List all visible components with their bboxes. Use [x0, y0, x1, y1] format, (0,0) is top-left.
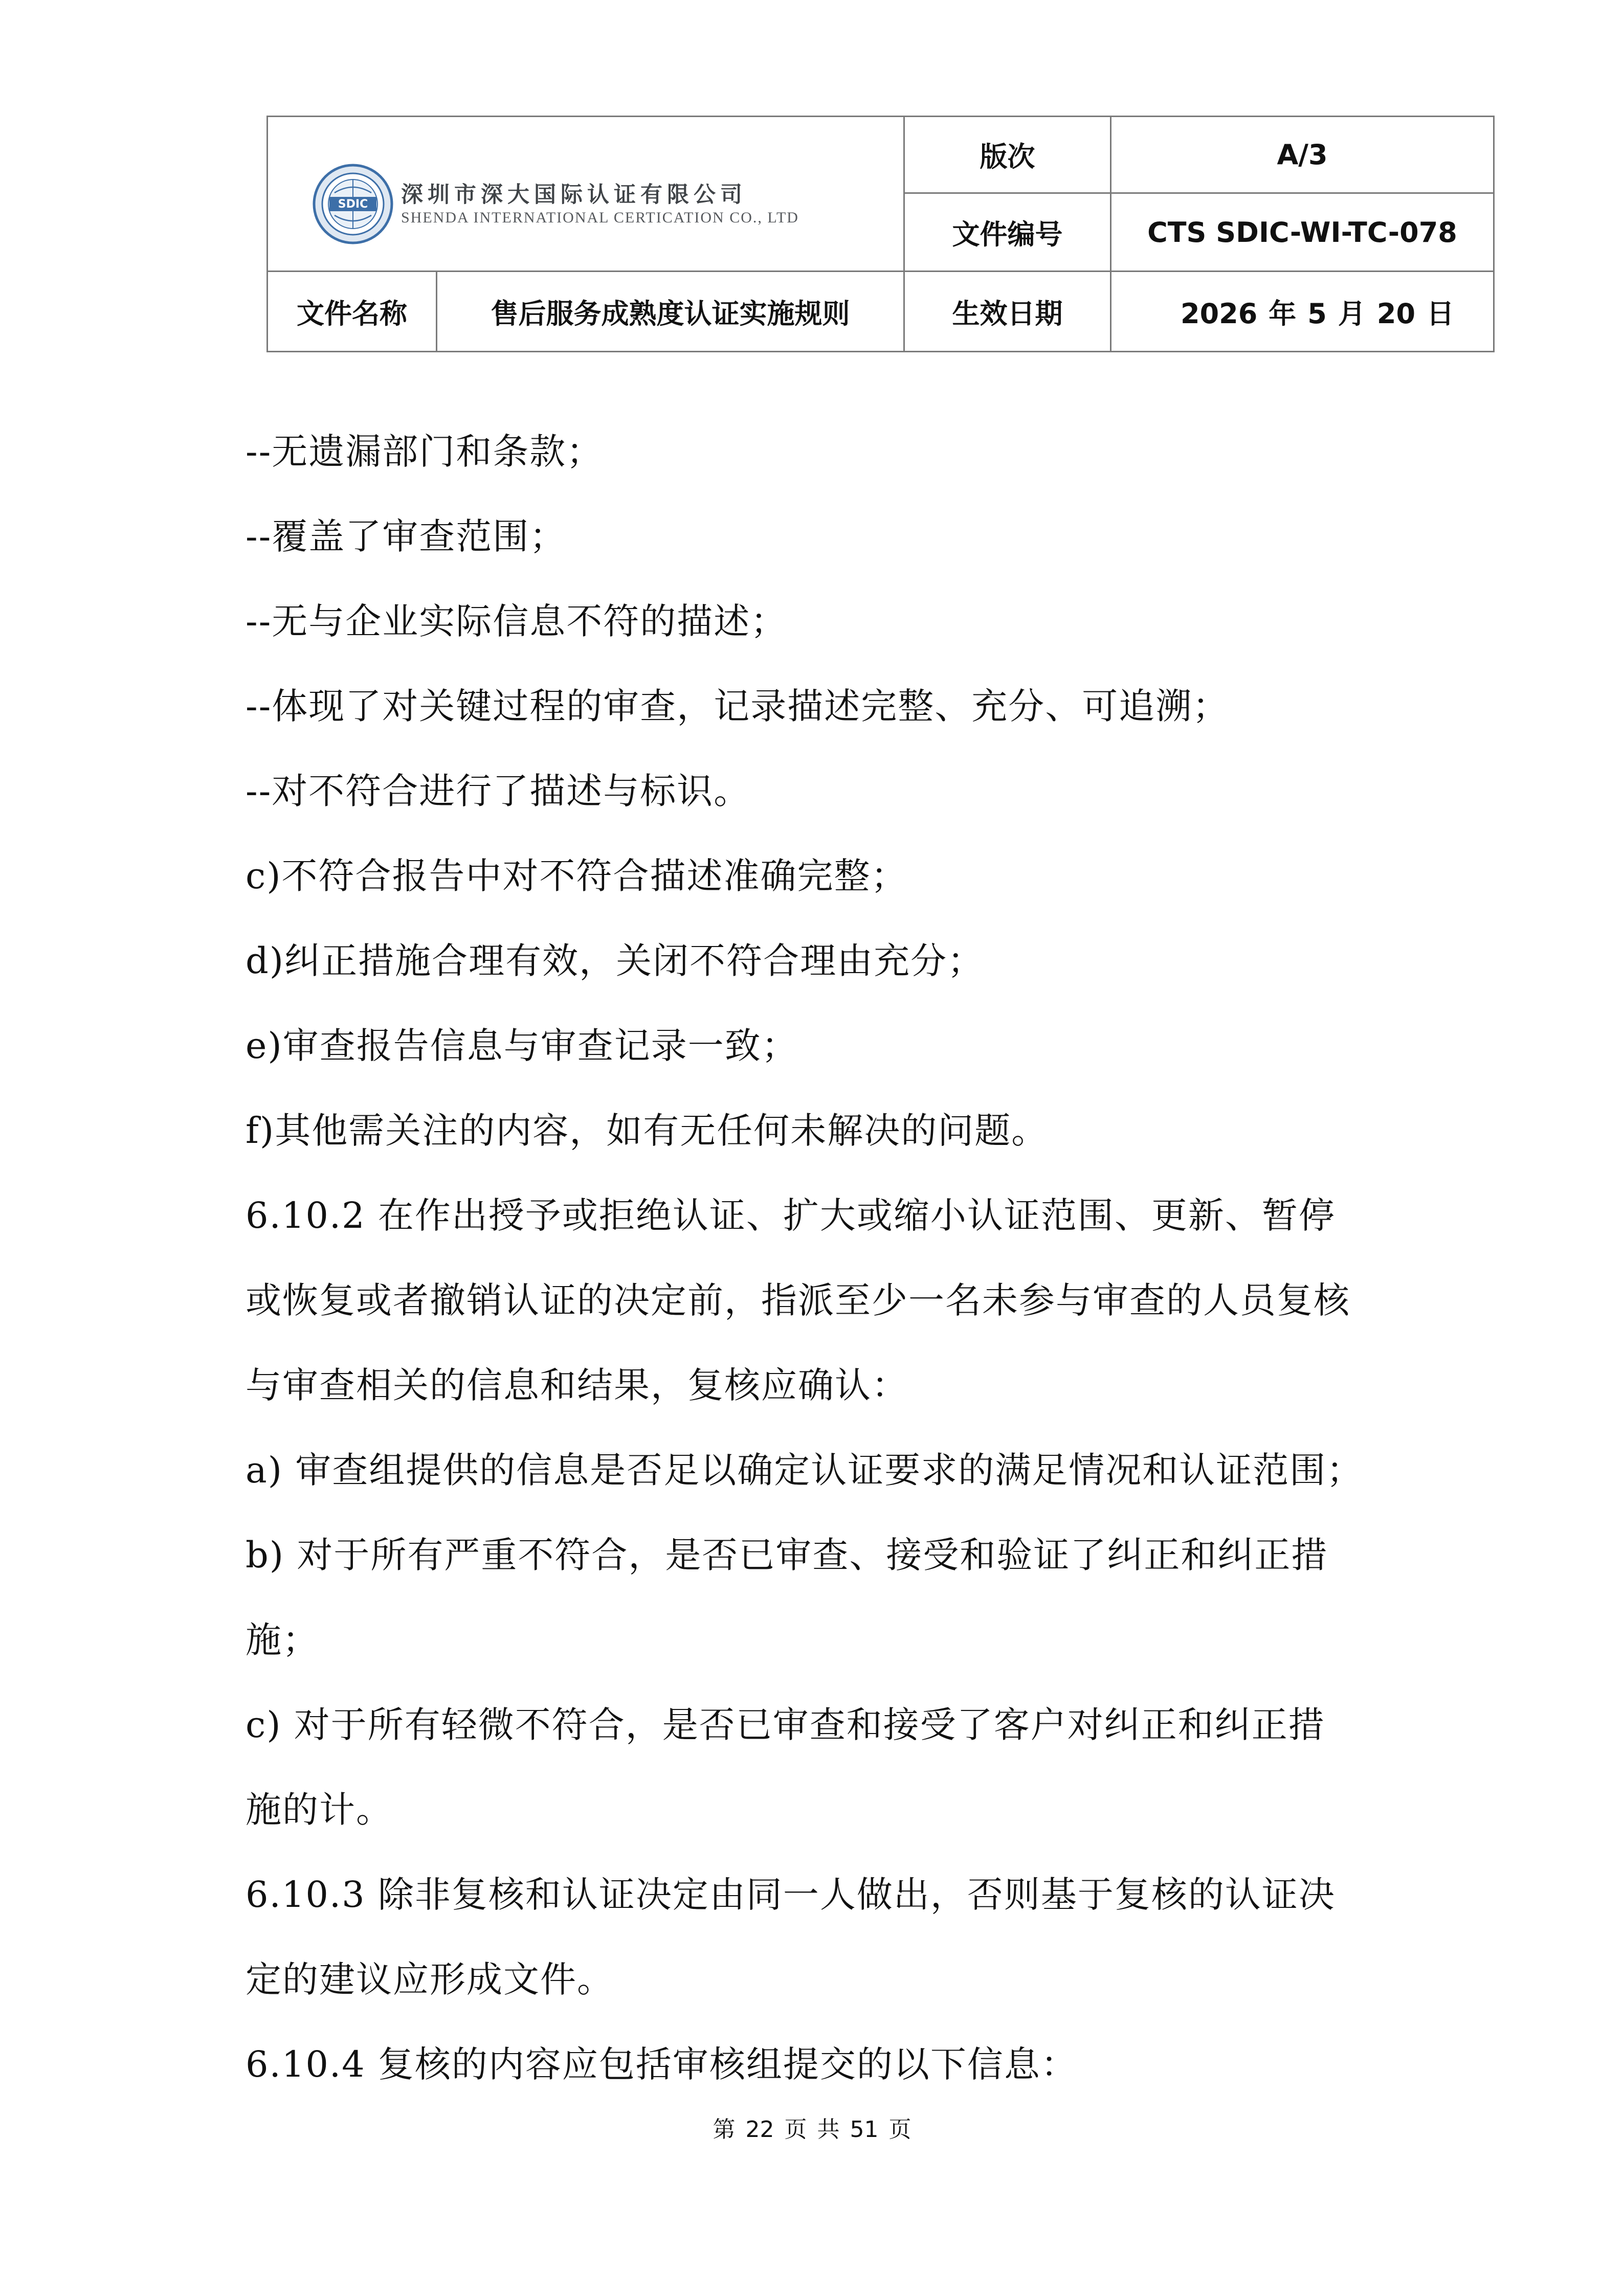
footer-total-unit: 页	[888, 2117, 911, 2143]
footer-total-prefix: 共	[817, 2117, 840, 2143]
body-line: b) 对于所有严重不符合，是否已审查、接受和验证了纠正和纠正措	[246, 1534, 1328, 1576]
body-line: e)审查报告信息与审查记录一致；	[246, 1025, 798, 1067]
body-line: --覆盖了审查范围；	[246, 515, 567, 557]
body-line: 施的计。	[246, 1789, 393, 1831]
body-line: 施；	[246, 1619, 319, 1661]
current-page-number: 22	[745, 2117, 774, 2143]
effective-month: 5	[1307, 297, 1327, 330]
body-line: d)纠正措施合理有效，关闭不符合理由充分；	[246, 940, 985, 982]
company-logo-cell	[268, 117, 904, 272]
effective-day-unit: 日	[1427, 297, 1455, 330]
body-line: --无遗漏部门和条款；	[246, 431, 604, 472]
version-value: A/3	[1111, 117, 1494, 193]
doc-number-label: 文件编号	[904, 193, 1111, 272]
body-line: 定的建议应形成文件。	[246, 1959, 614, 2000]
body-line: f)其他需关注的内容，如有无任何未解决的问题。	[246, 1110, 1049, 1152]
body-line: --体现了对关键过程的审查，记录描述完整、充分、可追溯；	[246, 685, 1230, 727]
footer-prefix: 第	[713, 2117, 736, 2143]
body-line: a) 审查组提供的信息是否足以确定认证要求的满足情况和认证范围；	[246, 1449, 1364, 1491]
company-logo	[312, 163, 824, 245]
effective-year-unit: 年	[1269, 297, 1297, 330]
section-6-10-4-line: 6.10.4 复核的内容应包括审核组提交的以下信息：	[246, 2043, 1078, 2085]
company-seal-icon	[312, 163, 394, 245]
document-body	[246, 409, 1401, 2107]
effective-day: 20	[1376, 297, 1416, 330]
document-header-table	[266, 116, 1495, 352]
body-line: 或恢复或者撤销认证的决定前，指派至少一名未参与审查的人员复核	[246, 1279, 1350, 1321]
total-page-count: 51	[850, 2117, 879, 2143]
doc-name-value: 售后服务成熟度认证实施规则	[437, 272, 904, 352]
section-6-10-3-line: 6.10.3 除非复核和认证决定由同一人做出，否则基于复核的认证决	[246, 1874, 1336, 1916]
body-line: --无与企业实际信息不符的描述；	[246, 600, 788, 642]
page-footer	[0, 2111, 1624, 2144]
body-line: c) 对于所有轻微不符合，是否已审查和接受了客户对纠正和纠正措	[246, 1704, 1325, 1746]
body-line: c)不符合报告中对不符合描述准确完整；	[246, 855, 908, 897]
section-6-10-2-line: 6.10.2 在作出授予或拒绝认证、扩大或缩小认证范围、更新、暂停	[246, 1195, 1336, 1236]
version-label: 版次	[904, 117, 1111, 193]
effective-year: 2026	[1181, 297, 1258, 330]
effective-date-value	[1111, 272, 1494, 352]
doc-number-value: CTS SDIC-WI-TC-078	[1111, 193, 1494, 272]
footer-page-unit: 页	[784, 2117, 807, 2143]
effective-date-label: 生效日期	[904, 272, 1111, 352]
body-line: --对不符合进行了描述与标识。	[246, 770, 751, 812]
logo-text: SDIC	[338, 198, 368, 211]
company-name-cn: 深圳市深大国际认证有限公司	[401, 182, 747, 208]
doc-name-label: 文件名称	[268, 272, 437, 352]
body-line: 与审查相关的信息和结果，复核应确认：	[246, 1364, 908, 1406]
effective-month-unit: 月	[1338, 297, 1366, 330]
company-name-en: SHENDA INTERNATIONAL CERTICATION CO., LTD	[401, 209, 799, 226]
